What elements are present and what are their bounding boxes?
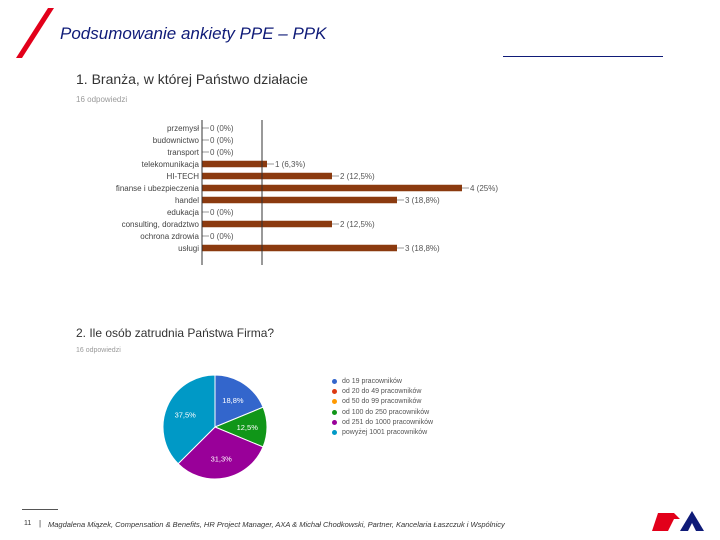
axa-logo <box>650 509 705 533</box>
bar-data-label: 2 (12,5%) <box>340 220 375 229</box>
legend-label: od 50 do 99 pracowników <box>342 398 422 406</box>
bar-category-label: handel <box>174 196 199 205</box>
bar-category-label: budownictwo <box>152 136 199 145</box>
slide-title: Podsumowanie ankiety PPE – PPK <box>60 24 327 43</box>
footer-separator: | <box>39 519 42 528</box>
bar <box>202 221 332 228</box>
bar-data-label: 2 (12,5%) <box>340 172 375 181</box>
legend-item <box>332 397 433 407</box>
bar-category-label: przemysł <box>166 124 199 133</box>
legend-swatch <box>332 389 337 394</box>
question-2-response-count: 16 odpowiedzi <box>76 347 121 354</box>
bar-data-label: 3 (18,8%) <box>405 196 440 205</box>
pie-slice-label: 37,5% <box>174 410 196 420</box>
legend-item <box>332 427 433 437</box>
legend-swatch <box>332 420 337 425</box>
bar-data-label: 0 (0%) <box>210 148 234 157</box>
legend-item <box>332 376 433 386</box>
pie-slice-label: 12,5% <box>236 423 258 433</box>
pie-slice-label: 31,3% <box>210 454 232 464</box>
legend-swatch <box>332 430 337 435</box>
legend-label: od 251 do 1000 pracowników <box>342 418 434 426</box>
bar-data-label: 0 (0%) <box>210 124 234 133</box>
industry-bar-chart <box>60 118 520 268</box>
legend-swatch <box>332 410 337 415</box>
bar-category-label: finanse i ubezpieczenia <box>115 184 199 193</box>
bar <box>202 173 332 180</box>
bar <box>202 185 462 192</box>
bar-data-label: 0 (0%) <box>210 208 234 217</box>
question-1-heading: 1. Branża, w której Państwo działacie <box>76 71 308 87</box>
accent-slash-logo <box>14 8 54 58</box>
bar-data-label: 0 (0%) <box>210 136 234 145</box>
bar-category-label: HI-TECH <box>166 172 199 181</box>
bar-category-label: ochrona zdrowia <box>140 232 199 241</box>
bar <box>202 161 267 168</box>
bar-data-label: 4 (25%) <box>470 184 499 193</box>
bar-category-label: telekomunikacja <box>141 160 199 169</box>
page-number: 11 <box>24 520 32 527</box>
pie-slice-label: 18,8% <box>222 396 244 406</box>
bar-category-label: edukacja <box>166 208 199 217</box>
legend-label: do 19 pracowników <box>342 377 402 385</box>
legend-item <box>332 417 433 427</box>
question-2-heading: 2. Ile osób zatrudnia Państwa Firma? <box>76 326 275 340</box>
legend-label: od 100 do 250 pracowników <box>342 408 430 416</box>
employees-pie-chart <box>150 365 280 495</box>
bar <box>202 197 397 204</box>
title-rule <box>503 56 663 57</box>
legend-swatch <box>332 399 337 404</box>
bar-data-label: 0 (0%) <box>210 232 234 241</box>
legend-item <box>332 386 433 396</box>
legend-label: od 20 do 49 pracowników <box>342 387 422 395</box>
footer-credits: Magdalena Miązek, Compensation & Benefits, HR Project Manager, AXA & Michał Chodkowski, Partner, Kancelaria Łaszczuk i Wspólnicy <box>48 520 505 529</box>
bar-category-label: consulting, doradztwo <box>121 220 199 229</box>
legend-swatch <box>332 379 337 384</box>
bar <box>202 245 397 252</box>
bar-category-label: usługi <box>178 244 199 253</box>
bar-category-label: transport <box>167 148 199 157</box>
pie-legend <box>332 376 433 438</box>
bar-data-label: 3 (18,8%) <box>405 244 440 253</box>
bar-data-label: 1 (6,3%) <box>275 160 306 169</box>
footer-rule <box>22 509 58 510</box>
question-1-response-count: 16 odpowiedzi <box>76 95 128 104</box>
legend-item <box>332 407 433 417</box>
legend-label: powyżej 1001 pracowników <box>342 429 428 437</box>
